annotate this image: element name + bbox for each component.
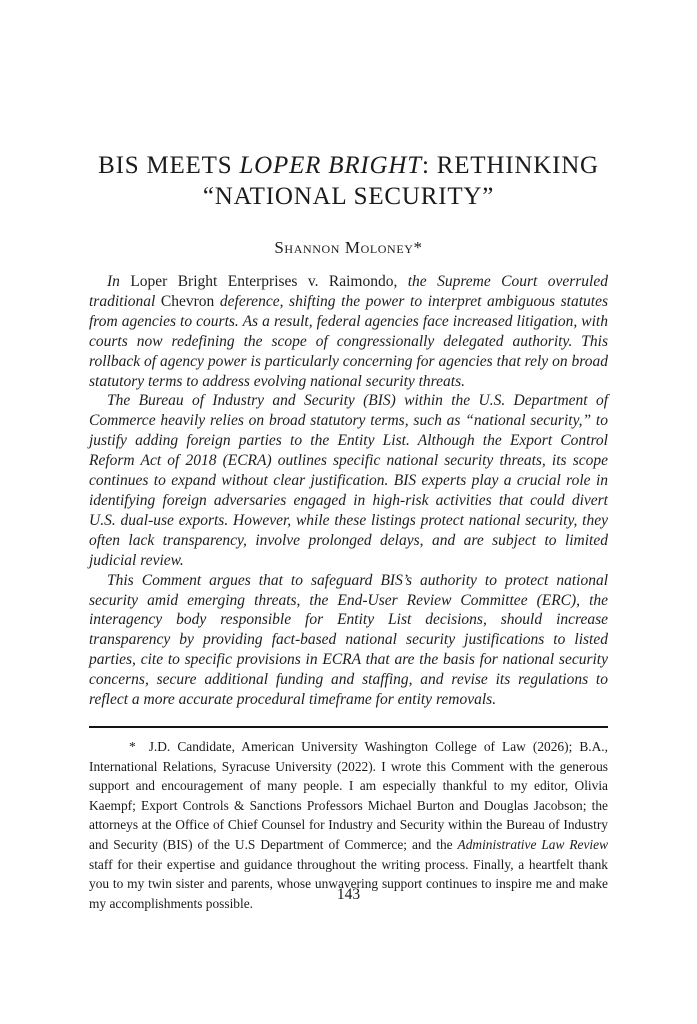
footnote-text: J.D. Candidate, American University Washington College of Law (2026); B.A., International Relations, Syracuse University (2022). I wrote this Comment with the generous support and encouragement of many people. I am especially thankful to my editor, Olivia Kaempf; Export Controls & Sanctions Professors Michael Burton and Douglas Jacobson; the attorneys at the Office of Chief Counsel for Industry and Security within the Bureau of Industry and Security (BIS) of the U.S Department of Commerce; and the Administrative Law Review staff for their expertise and guidance throughout the writing process. Finally, a heartfelt thank you to my twin sister and parents, whose unwavering support continues to inspire me and make my accomplishments possible. — [89, 738, 609, 911]
article-title — [89, 150, 608, 212]
footnote-separator — [89, 726, 608, 728]
abstract-paragraph-1: In Loper Bright Enterprises v. Raimondo, the Supreme Court overruled traditional Chevron deference, shifting the power to interpret ambiguous statutes from agencies to courts. As a result, federal agencies face increased litigation, with courts now redefining the scope of congressionally delegated authority. This rollback of agency power is particularly concerning for agencies that rely on broad statutory terms to address evolving national security threats. — [89, 273, 608, 390]
abstract — [89, 272, 608, 710]
footnote-marker: * — [129, 738, 136, 754]
page-number: 143 — [336, 886, 361, 903]
abstract-paragraph-2: The Bureau of Industry and Security (BIS) within the U.S. Department of Commerce heavily relies on broad statutory terms, such as “national security,” to justify adding foreign parties to the Entity List. Although the Export Control Reform Act of 2018 (ECRA) outlines specific national security threats, its scope continues to expand without clear justification. BIS experts play a crucial role in identifying foreign adversaries engaged in high-risk activities that could divert U.S. dual-use exports. However, while these listings protect national security, they often lack transparency, involve prolonged delays, and are subject to limited judicial review. — [89, 392, 608, 569]
abstract-paragraph-3: This Comment argues that to safeguard BIS’s authority to protect national security amid emerging threats, the End-User Review Committee (ERC), the interagency body responsible for Entity List decisions, should increase transparency by providing fact-based national security justifications to listed parties, cite to specific provisions in ECRA that are the basis for national security concerns, secure additional funding and staffing, and revise its regulations to reflect a more accurate procedural timeframe for entity removals. — [89, 571, 608, 709]
title-line-2: “NATIONAL SECURITY” — [202, 183, 495, 210]
title-line-1: BIS MEETS LOPER BRIGHT: RETHINKING — [98, 152, 599, 179]
author-name: Shannon Moloney* — [274, 238, 423, 257]
